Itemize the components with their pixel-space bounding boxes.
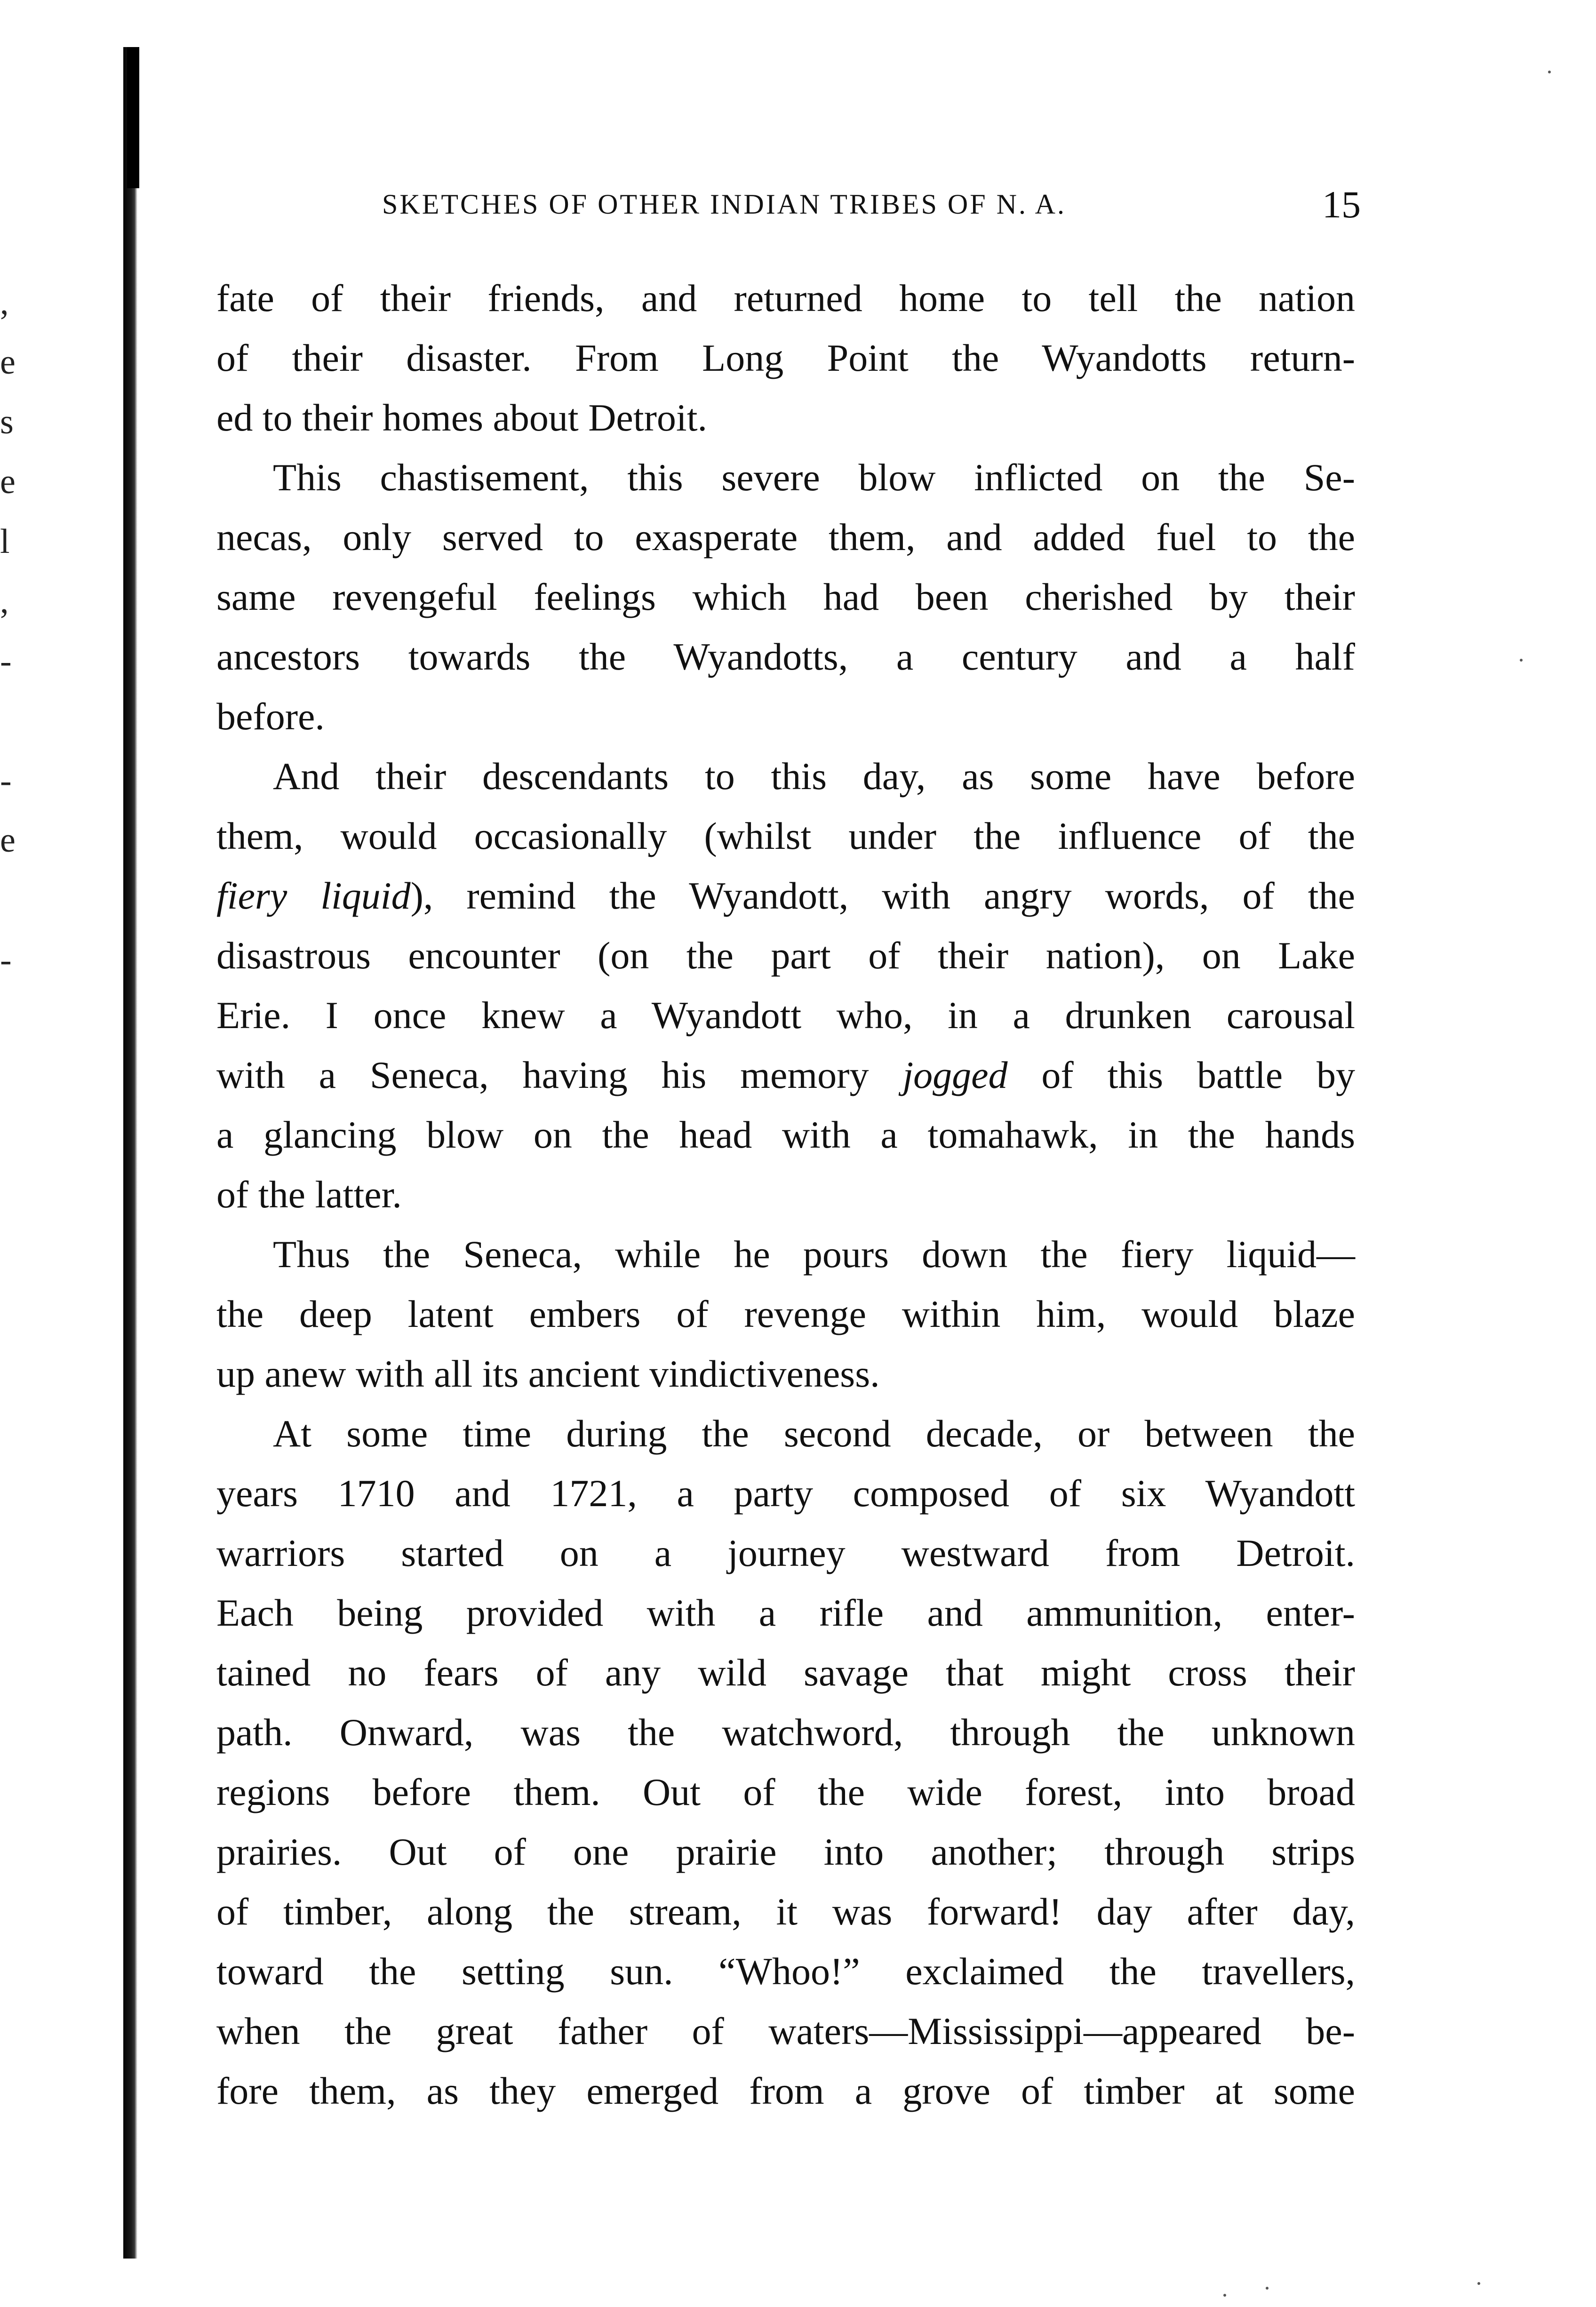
page-number: 15 <box>1322 183 1361 226</box>
text-line: Erie. I once knew a Wyandott who, in a drunken carousal <box>216 994 1355 1037</box>
text-line: tained no fears of any wild savage that might cross their <box>216 1651 1355 1694</box>
text-line: This chastisement, this severe blow inflicted on the Se- <box>273 456 1355 499</box>
text-line: necas, only served to exasperate them, and added fuel to the <box>216 516 1355 559</box>
text-line: the deep latent embers of revenge within him, would blaze <box>216 1293 1355 1335</box>
body-text <box>216 268 1355 2121</box>
text-line: up anew with all its ancient vindictiveness. <box>216 1352 880 1395</box>
text-line: same revengeful feelings which had been cherished by their <box>216 575 1355 618</box>
text-run: ), remind the Wyandott, with angry words, of the <box>410 874 1355 917</box>
text-line: of timber, along the stream, it was forward! day after day, <box>216 1890 1355 1933</box>
margin-fragment: e <box>0 463 16 501</box>
text-line <box>216 866 1355 926</box>
margin-fragment <box>0 870 28 930</box>
speck <box>1520 659 1523 662</box>
text-run: of this battle by <box>1007 1054 1355 1096</box>
text-line: Each being provided with a rifle and ammunition, enter- <box>216 1591 1355 1634</box>
text-line: And their descendants to this day, as some have before <box>273 755 1355 798</box>
running-title: SKETCHES OF OTHER INDIAN TRIBES OF N. A. <box>382 189 1066 220</box>
margin-fragment: l <box>0 522 10 561</box>
text-line: ancestors towards the Wyandotts, a century and a half <box>216 635 1355 678</box>
margin-fragment: , <box>0 582 9 621</box>
text-line: fate of their friends, and returned home to tell the nation <box>216 277 1355 319</box>
text-line: them, would occasionally (whilst under the influence of the <box>216 814 1355 857</box>
binding-gutter-shadow <box>123 47 137 2259</box>
text-line: At some time during the second decade, or between the <box>273 1412 1355 1455</box>
text-line: ed to their homes about Detroit. <box>216 396 707 439</box>
margin-fragment: - <box>0 941 12 979</box>
italic-phrase: jogged <box>902 1054 1008 1096</box>
text-line: warriors started on a journey westward from Detroit. <box>216 1532 1355 1574</box>
text-line: of the latter. <box>216 1173 402 1216</box>
text-line: when the great father of waters—Mississippi—appeared be- <box>216 2010 1355 2052</box>
binding-gutter-top <box>127 47 139 188</box>
italic-phrase: fiery liquid <box>216 874 411 917</box>
text-line: before. <box>216 695 325 738</box>
text-run: with a Seneca, having his memory <box>216 1054 903 1096</box>
margin-fragment: e <box>0 343 16 382</box>
speck <box>1477 2282 1480 2285</box>
text-line: path. Onward, was the watchword, through the unknown <box>216 1711 1355 1754</box>
margin-fragment: - <box>0 642 12 680</box>
text-line: fore them, as they emerged from a grove of timber at some <box>216 2069 1355 2112</box>
speck <box>1266 2287 1269 2290</box>
text-line: toward the setting sun. “Whoo!” exclaimed the travellers, <box>216 1950 1355 1993</box>
speck <box>1223 2294 1226 2297</box>
text-line: prairies. Out of one prairie into another; through strips <box>216 1830 1355 1873</box>
speck <box>1548 71 1551 73</box>
text-line: disastrous encounter (on the part of their nation), on Lake <box>216 934 1355 977</box>
text-line: years 1710 and 1721, a party composed of six Wyandott <box>216 1472 1355 1515</box>
margin-fragment: e <box>0 821 16 860</box>
adjacent-page-fragments <box>0 273 28 990</box>
margin-fragment: s <box>0 403 14 441</box>
text-line: of their disaster. From Long Point the Wyandotts return- <box>216 336 1355 379</box>
margin-fragment: , <box>0 283 9 322</box>
margin-fragment <box>0 691 28 751</box>
text-line <box>216 1045 1355 1105</box>
text-line: Thus the Seneca, while he pours down the fiery liquid— <box>273 1233 1355 1276</box>
margin-fragment: - <box>0 761 12 800</box>
text-line: regions before them. Out of the wide forest, into broad <box>216 1771 1355 1813</box>
text-line: a glancing blow on the head with a tomahawk, in the hands <box>216 1113 1355 1156</box>
